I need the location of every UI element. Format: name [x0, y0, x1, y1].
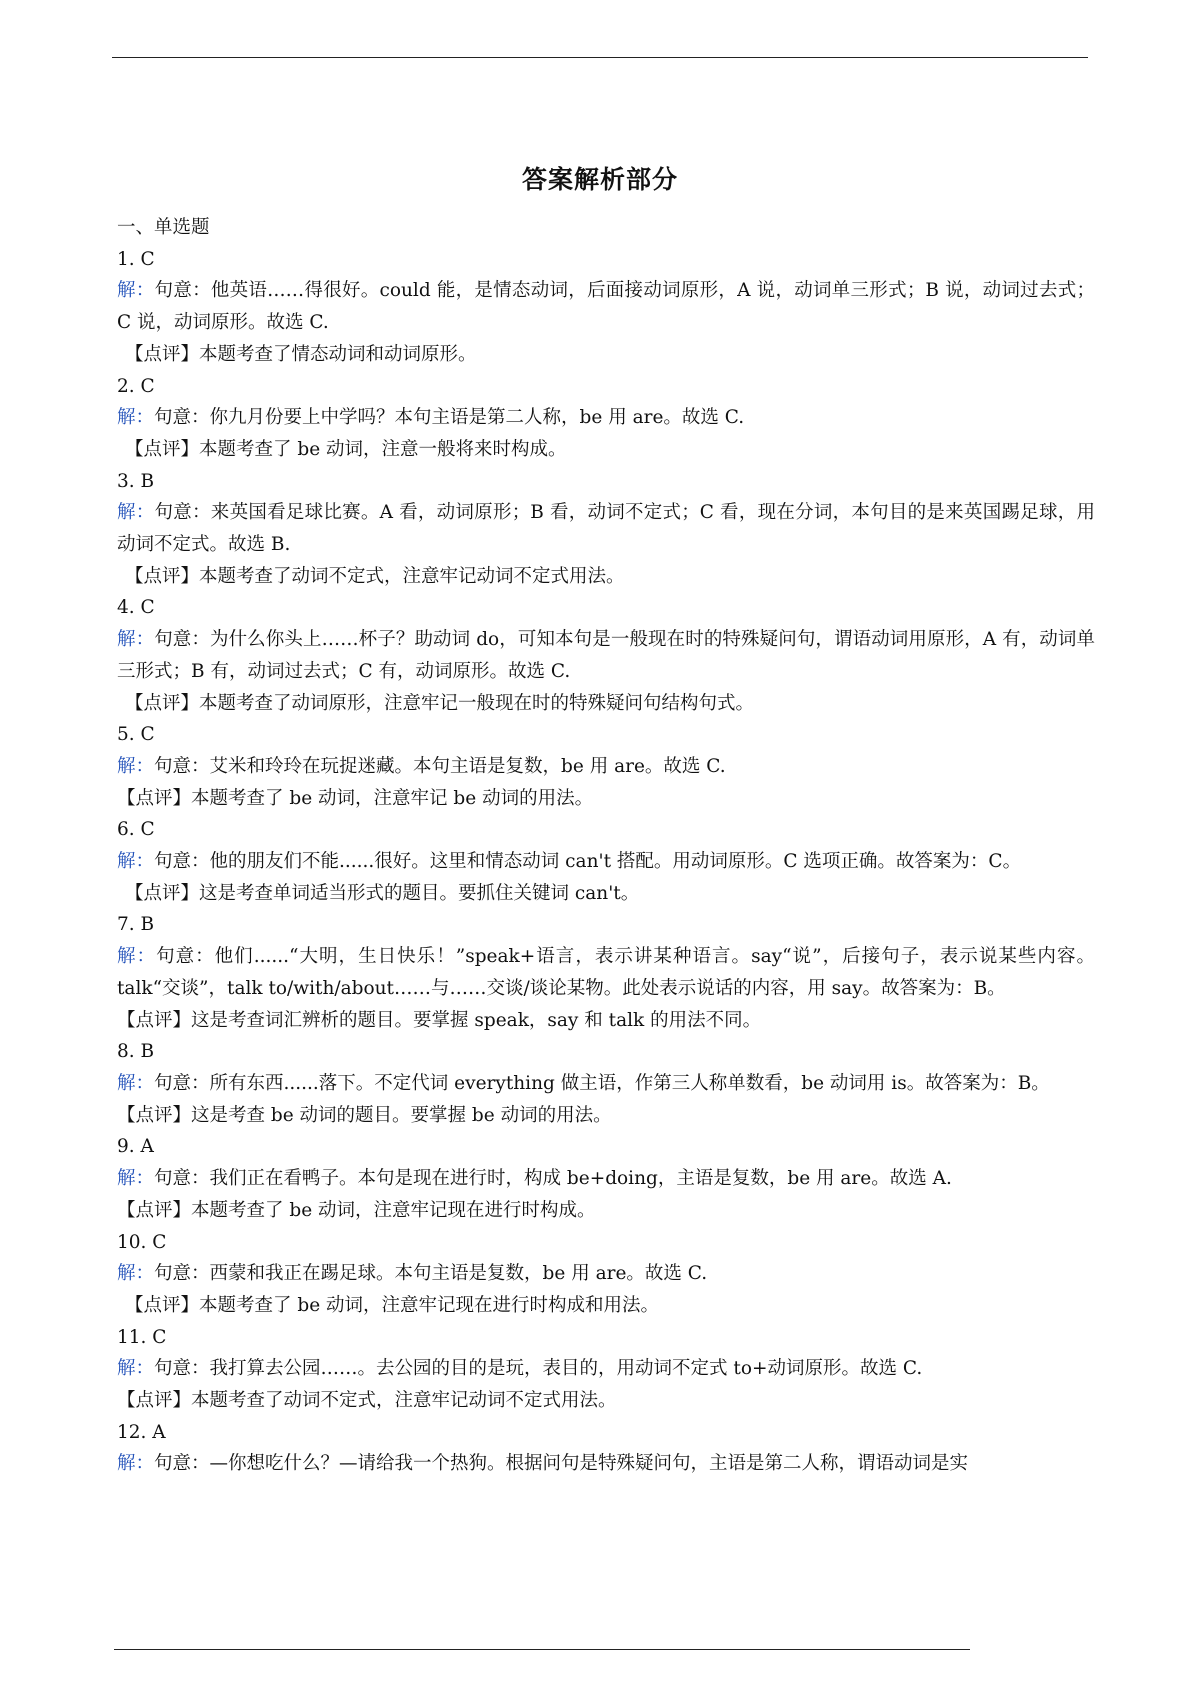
analysis-text: 句意：来英国看足球比赛。A 看，动词原形；B 看，动词不定式；C 看，现在分词，本句目的是来英国踢足球，用动词不定式。故选 B.: [117, 502, 1095, 556]
analysis-text: 句意：艾米和玲玲在玩捉迷藏。本句主语是复数，be 用 are。故选 C.: [154, 755, 726, 777]
jie-label: 解：: [117, 851, 155, 873]
answer-number: 8. B: [117, 1041, 155, 1063]
answer-comment: 【点评】本题考查了情态动词和动词原形。: [125, 343, 477, 365]
analysis-text: 句意：我们正在看鸭子。本句是现在进行时，构成 be+doing，主语是复数，be 用 are。故选 A.: [154, 1168, 952, 1190]
answer-comment: 【点评】这是考查词汇辨析的题目。要掌握 speak，say 和 talk 的用法不同。: [117, 1009, 762, 1031]
answer-comment: 【点评】本题考查了动词不定式，注意牢记动词不定式用法。: [125, 565, 625, 587]
jie-label: 解：: [117, 407, 155, 429]
jie-label: 解：: [117, 755, 155, 777]
answer-content: [117, 212, 1095, 1480]
answer-analysis: [117, 941, 1095, 1004]
jie-label: 解：: [117, 629, 155, 651]
answer-analysis: [117, 1448, 1095, 1480]
answer-number: 9. A: [117, 1136, 154, 1158]
page-title: 答案解析部分: [521, 165, 678, 194]
answer-analysis: [117, 275, 1095, 338]
answer-number: 7. B: [117, 914, 155, 936]
answer-comment: 【点评】本题考查了 be 动词，注意牢记现在进行时构成。: [117, 1199, 596, 1221]
answer-number: 4. C: [117, 597, 155, 619]
answer-number: 10. C: [117, 1231, 167, 1253]
answer-number: 11. C: [117, 1326, 167, 1348]
answer-number: 5. C: [117, 724, 155, 746]
jie-label: 解：: [117, 280, 155, 302]
answer-analysis: [117, 1353, 1095, 1385]
answer-analysis: [117, 402, 1095, 434]
analysis-text: 句意：为什么你头上……杯子？助动词 do，可知本句是一般现在时的特殊疑问句，谓语动词用原形，A 有，动词单三形式；B 有，动词过去式；C 有，动词原形。故选 C.: [117, 629, 1095, 682]
jie-label: 解：: [117, 1358, 155, 1380]
answer-analysis: [117, 624, 1095, 687]
answer-number: 6. C: [117, 819, 155, 841]
jie-label: 解：: [117, 1072, 155, 1094]
analysis-text: 句意：—你想吃什么？—请给我一个热狗。根据问句是特殊疑问句，主语是第二人称，谓语动词是实: [154, 1453, 969, 1475]
answer-analysis: [117, 846, 1095, 878]
jie-label: 解：: [117, 946, 157, 968]
answer-comment: 【点评】本题考查了动词不定式，注意牢记动词不定式用法。: [117, 1390, 617, 1412]
jie-label: 解：: [117, 502, 155, 524]
answer-comment: 【点评】本题考查了 be 动词，注意一般将来时构成。: [125, 438, 567, 460]
answer-number: 2. C: [117, 375, 155, 397]
header-rule: [112, 57, 1088, 58]
answer-comment: 【点评】本题考查了 be 动词，注意牢记现在进行时构成和用法。: [125, 1294, 660, 1316]
answer-number: 12. A: [117, 1421, 166, 1443]
analysis-text: 句意：他英语……得很好。could 能，是情态动词，后面接动词原形，A 说，动词单三形式；B 说，动词过去式；C 说，动词原形。故选 C.: [117, 280, 1095, 334]
analysis-text: 句意：所有东西......落下。不定代词 everything 做主语，作第三人称单数看，be 动词用 is。故答案为：B。: [154, 1072, 1050, 1094]
analysis-text: 句意：他的朋友们不能......很好。这里和情态动词 can't 搭配。用动词原形。C 选项正确。故答案为：C。: [154, 851, 1022, 873]
jie-label: 解：: [117, 1168, 155, 1190]
section-heading: 一、单选题: [117, 217, 210, 238]
analysis-text: 句意：西蒙和我正在踢足球。本句主语是复数，be 用 are。故选 C.: [154, 1263, 708, 1285]
answer-analysis: [117, 497, 1095, 560]
answer-analysis: [117, 1163, 1095, 1195]
answer-comment: 【点评】本题考查了 be 动词，注意牢记 be 动词的用法。: [117, 787, 594, 809]
answer-comment: 【点评】本题考查了动词原形，注意牢记一般现在时的特殊疑问句结构句式。: [125, 692, 755, 714]
jie-label: 解：: [117, 1263, 155, 1285]
analysis-text: 句意：他们......“大明，生日快乐！”speak+语言，表示讲某种语言。say“说”，后接句子，表示说某些内容。talk“交谈”，talk to/with/about……与……交谈/谈论某物。此处表示说话的内容，用 say。故答案为：B。: [117, 946, 1095, 999]
answer-comment: 【点评】这是考查单词适当形式的题目。要抓住关键词 can't。: [125, 882, 640, 904]
jie-label: 解：: [117, 1453, 155, 1475]
analysis-text: 句意：我打算去公园……。去公园的目的是玩，表目的，用动词不定式 to+动词原形。故选 C.: [154, 1358, 923, 1380]
answer-analysis: [117, 751, 1095, 783]
answer-analysis: [117, 1258, 1095, 1290]
answer-number: 3. B: [117, 470, 155, 492]
answer-comment: 【点评】这是考查 be 动词的题目。要掌握 be 动词的用法。: [117, 1104, 612, 1126]
answer-number: 1. C: [117, 248, 155, 270]
answer-analysis: [117, 1068, 1095, 1100]
footer-rule: [114, 1649, 970, 1650]
analysis-text: 句意：你九月份要上中学吗？本句主语是第二人称，be 用 are。故选 C.: [154, 407, 745, 429]
